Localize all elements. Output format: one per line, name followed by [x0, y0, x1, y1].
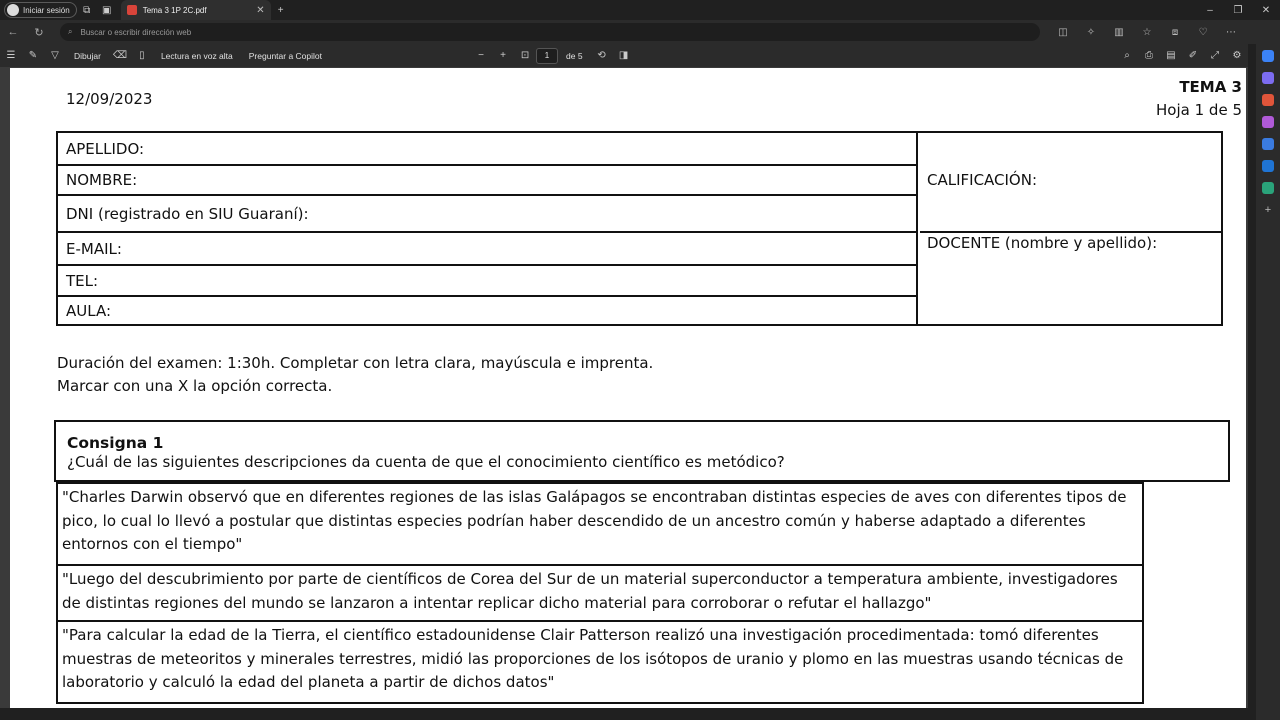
browser-essentials-icon[interactable]: ♡: [1198, 26, 1208, 38]
tema-label: TEMA 3: [1179, 78, 1242, 96]
sidebar-drop-icon[interactable]: [1262, 182, 1274, 194]
sidebar-office-icon[interactable]: [1262, 138, 1274, 150]
option-3: "Para calcular la edad de la Tierra, el científico estadounidense Clair Patterson realizó una investigación procedimentada: tomó diferentes muestras de meteoritos y minerales terrestres, midió las proporciones de los isótopos de uranio y plomo en las muestras usando técnicas de laboratorio y calculó la edad del planeta a partir de dichos datos": [56, 620, 1144, 704]
back-icon[interactable]: ←: [7, 26, 19, 38]
screenshot-icon[interactable]: ◫: [1058, 26, 1068, 38]
maximize-icon[interactable]: ❐: [1233, 4, 1243, 16]
student-info-table: [56, 131, 1223, 326]
instruction-line: Marcar con una X la opción correcta.: [57, 377, 333, 395]
workspaces-icon[interactable]: ⧉: [83, 4, 91, 16]
settings-gear-icon[interactable]: ⚙: [1232, 50, 1242, 61]
signin-button[interactable]: [4, 2, 77, 18]
sidebar-copilot-icon[interactable]: [1262, 72, 1274, 84]
find-icon[interactable]: ⌕: [1124, 50, 1130, 61]
tab-bar: [0, 0, 1280, 20]
pdf-file-icon: [127, 5, 137, 15]
minimize-icon[interactable]: –: [1207, 4, 1213, 16]
view-icon[interactable]: ▯: [139, 50, 145, 61]
draw-button[interactable]: Dibujar: [74, 50, 101, 61]
highlight-icon[interactable]: ✎: [28, 50, 38, 61]
profile-icon: [7, 4, 19, 16]
option-1: "Charles Darwin observó que en diferentes regiones de las islas Galápagos se encontraban distintas especies de aves con diferentes tipos de pico, lo cual lo llevó a postular que distintas especies podrían haber descendido de un ancestro común y haberse adaptado a diferentes entornos con el tiempo": [56, 482, 1144, 566]
instructions: [57, 352, 653, 398]
erase-icon[interactable]: ⌫: [112, 50, 127, 61]
refresh-icon[interactable]: ↻: [34, 26, 44, 39]
extensions-icon[interactable]: ✧: [1086, 26, 1096, 38]
favorites-star-icon[interactable]: ☆: [1142, 26, 1152, 38]
collections-icon[interactable]: ⧈: [1171, 26, 1179, 38]
draw-icon[interactable]: ▽: [51, 50, 59, 61]
address-input[interactable]: [60, 23, 1040, 41]
field-apellido: APELLIDO:: [58, 133, 918, 166]
consigna-title: Consigna 1: [67, 434, 164, 452]
address-placeholder: Buscar o escribir dirección web: [80, 27, 192, 37]
fullscreen-icon[interactable]: ⤢: [1211, 50, 1219, 61]
zoom-out-icon[interactable]: −: [478, 50, 484, 61]
close-tab-icon[interactable]: ✕: [256, 4, 265, 16]
page-number-input[interactable]: 1: [536, 48, 558, 64]
page-total: de 5: [566, 50, 583, 61]
split-screen-icon[interactable]: ▥: [1114, 26, 1124, 38]
close-window-icon[interactable]: ✕: [1261, 4, 1271, 16]
option-2: "Luego del descubrimiento por parte de científicos de Corea del Sur de un material superconductor a temperatura ambiente, investigadores de distintas regiones del mundo se lanzaron a intentar replicar dicho material para corroborar o refutar el hallazgo": [56, 564, 1144, 622]
field-nombre: NOMBRE:: [58, 166, 918, 196]
field-dni: DNI (registrado en SIU Guaraní):: [58, 196, 918, 233]
page-view-icon[interactable]: ◨: [618, 50, 629, 61]
edge-sidebar: [1256, 44, 1280, 720]
tab-actions-icon[interactable]: ▣: [101, 4, 112, 16]
ask-copilot-button[interactable]: Preguntar a Copilot: [248, 50, 323, 61]
sidebar-games-icon[interactable]: [1262, 116, 1274, 128]
consigna-header: [54, 420, 1230, 482]
more-options-icon[interactable]: ⋯: [1226, 26, 1236, 38]
sidebar-tools-icon[interactable]: [1262, 94, 1274, 106]
field-aula: AULA:: [66, 301, 111, 320]
exam-date: 12/09/2023: [66, 90, 153, 108]
contents-icon[interactable]: ☰: [6, 50, 16, 61]
rotate-icon[interactable]: ⟲: [597, 50, 606, 61]
tab-title: Tema 3 1P 2C.pdf: [142, 5, 207, 15]
read-aloud-button[interactable]: Lectura en voz alta: [160, 50, 233, 61]
search-icon: ⌕: [68, 27, 73, 36]
sidebar-outlook-icon[interactable]: [1262, 160, 1274, 172]
fit-page-icon[interactable]: ⊡: [520, 50, 530, 61]
sidebar-add-icon[interactable]: +: [1264, 204, 1272, 216]
field-docente: DOCENTE (nombre y apellido):: [927, 234, 1158, 252]
save-as-icon[interactable]: ✐: [1188, 50, 1198, 61]
field-email: E-MAIL:: [58, 233, 918, 266]
new-tab-icon[interactable]: +: [277, 4, 284, 16]
pdf-viewer[interactable]: [0, 68, 1248, 708]
hoja-label: Hoja 1 de 5: [1156, 101, 1242, 119]
signin-label: Iniciar sesión: [23, 5, 70, 15]
pdf-toolbar: [0, 44, 1248, 68]
consigna-question: ¿Cuál de las siguientes descripciones da cuenta de que el conocimiento científico es metódico?: [67, 453, 785, 471]
zoom-in-icon[interactable]: +: [500, 50, 506, 61]
address-bar-row: [0, 20, 1280, 44]
field-tel: TEL:: [58, 266, 918, 297]
sidebar-search-icon[interactable]: [1262, 50, 1274, 62]
instruction-line: Duración del examen: 1:30h. Completar con letra clara, mayúscula e imprenta.: [57, 354, 654, 372]
tab-pdf[interactable]: [121, 0, 271, 20]
pdf-page: [10, 68, 1246, 708]
field-calificacion: CALIFICACIÓN:: [927, 171, 1038, 189]
divider: [920, 231, 1221, 233]
save-icon[interactable]: ▤: [1166, 50, 1176, 61]
print-icon[interactable]: ⎙: [1145, 50, 1153, 61]
